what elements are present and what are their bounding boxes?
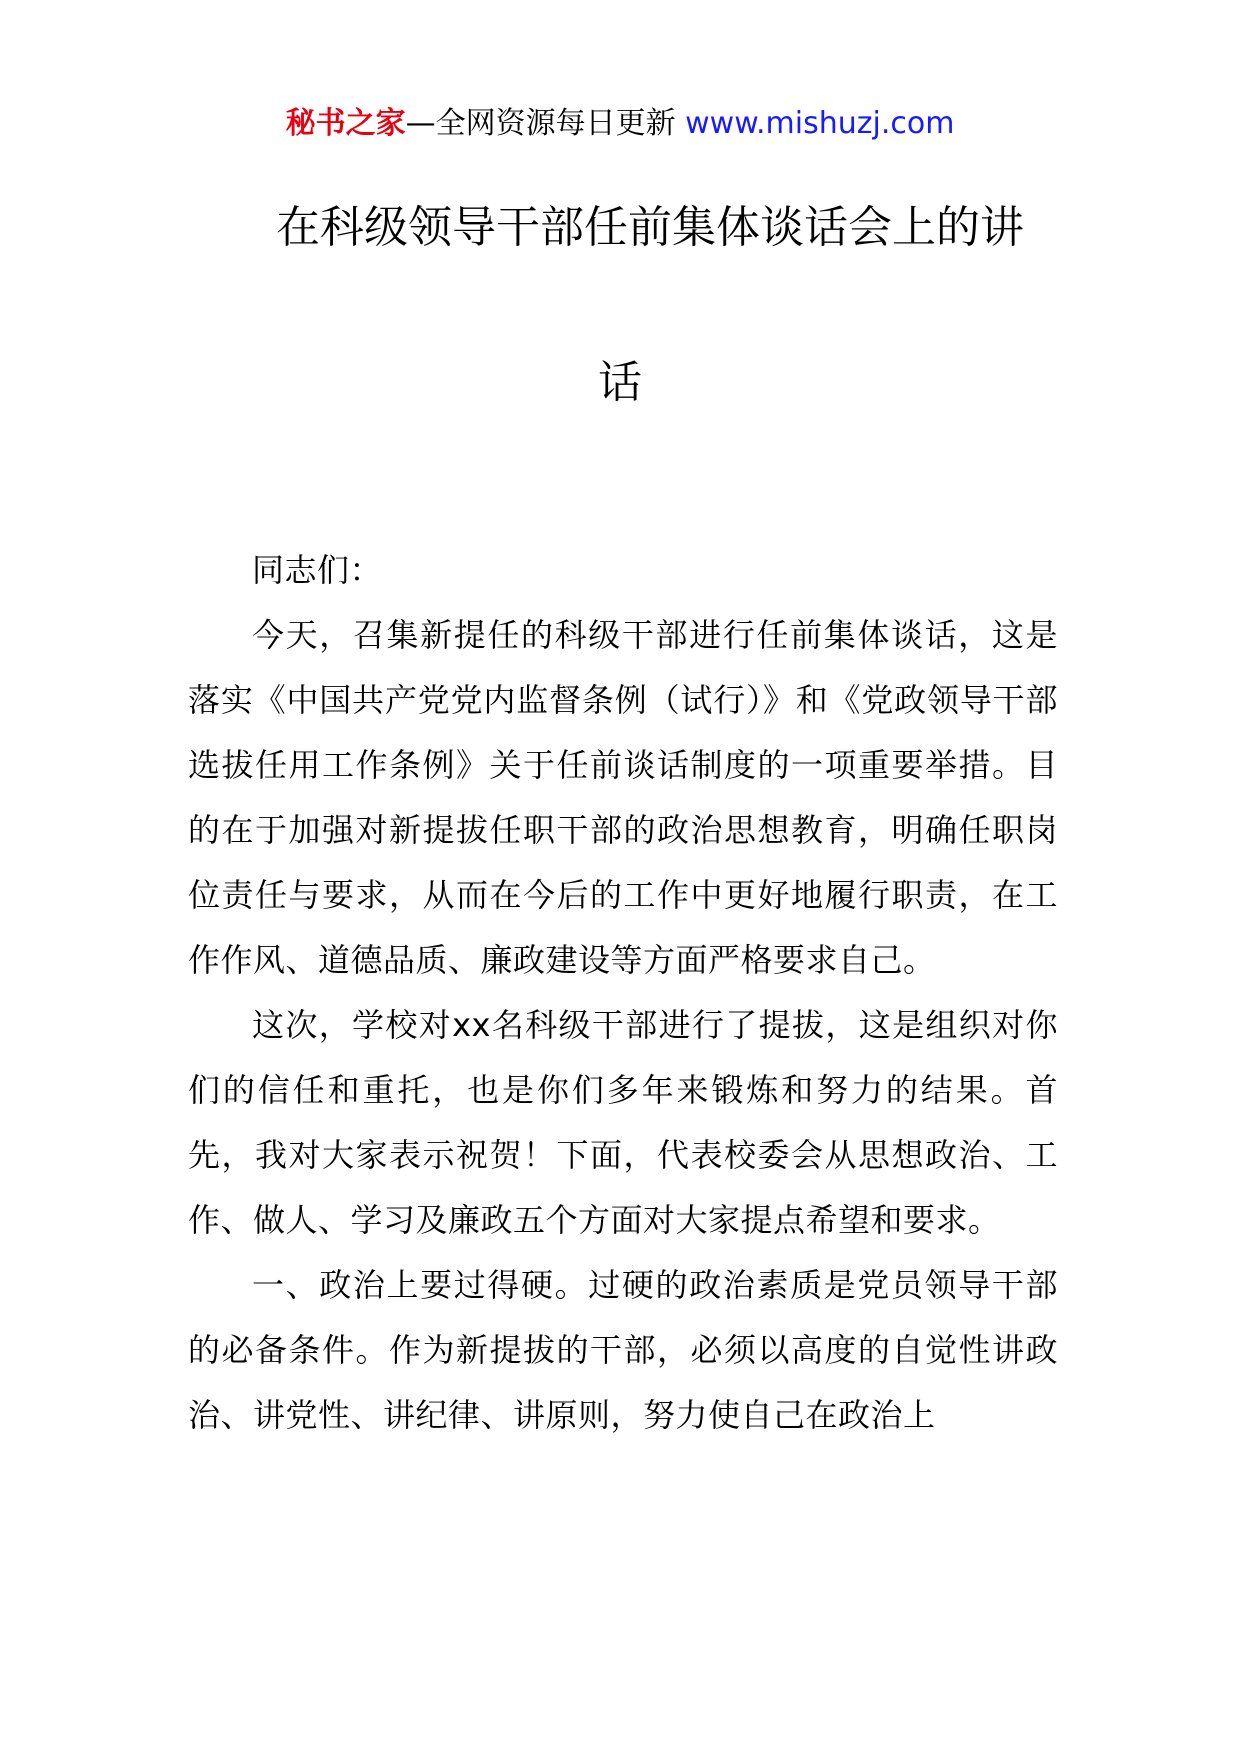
site-header [0,100,1240,148]
site-tagline: —全网资源每日更新 [405,106,676,141]
paragraph-3: 一、政治上要过得硬。过硬的政治素质是党员领导干部的必备条件。作为新提拔的干部，必须以高度的自觉性讲政治、讲党性、讲纪律、讲原则，努力使自己在政治上 [188,1266,1058,1434]
paragraph-2: 这次，学校对xx名科级干部进行了提拔，这是组织对你们的信任和重托，也是你们多年来锻炼和努力的结果。首先，我对大家表示祝贺！下面，代表校委会从思想政治、工作、做人、学习及廉政五个方面对大家提点希望和要求。 [188,1006,1058,1239]
site-url-link[interactable]: www.mishuzj.com [685,106,955,141]
document-title-line-1: 在科级领导干部任前集体谈话会上的讲 [276,202,1024,253]
site-brand: 秘书之家 [285,106,406,141]
document-title-line-2: 话 [598,357,642,408]
paragraph-salutation: 同志们： [252,551,383,589]
paragraph-1: 今天，召集新提任的科级干部进行任前集体谈话，这是落实《中国共产党党内监督条例（试行）》和《党政领导干部选拔任用工作条例》关于任前谈话制度的一项重要举措。目的在于加强对新提拔任职干部的政治思想教育，明确任职岗位责任与要求，从而在今后的工作中更好地履行职责，在工作作风、道德品质、廉政建设等方面严格要求自己。 [188,616,1058,979]
document-body [188,538,1058,1448]
